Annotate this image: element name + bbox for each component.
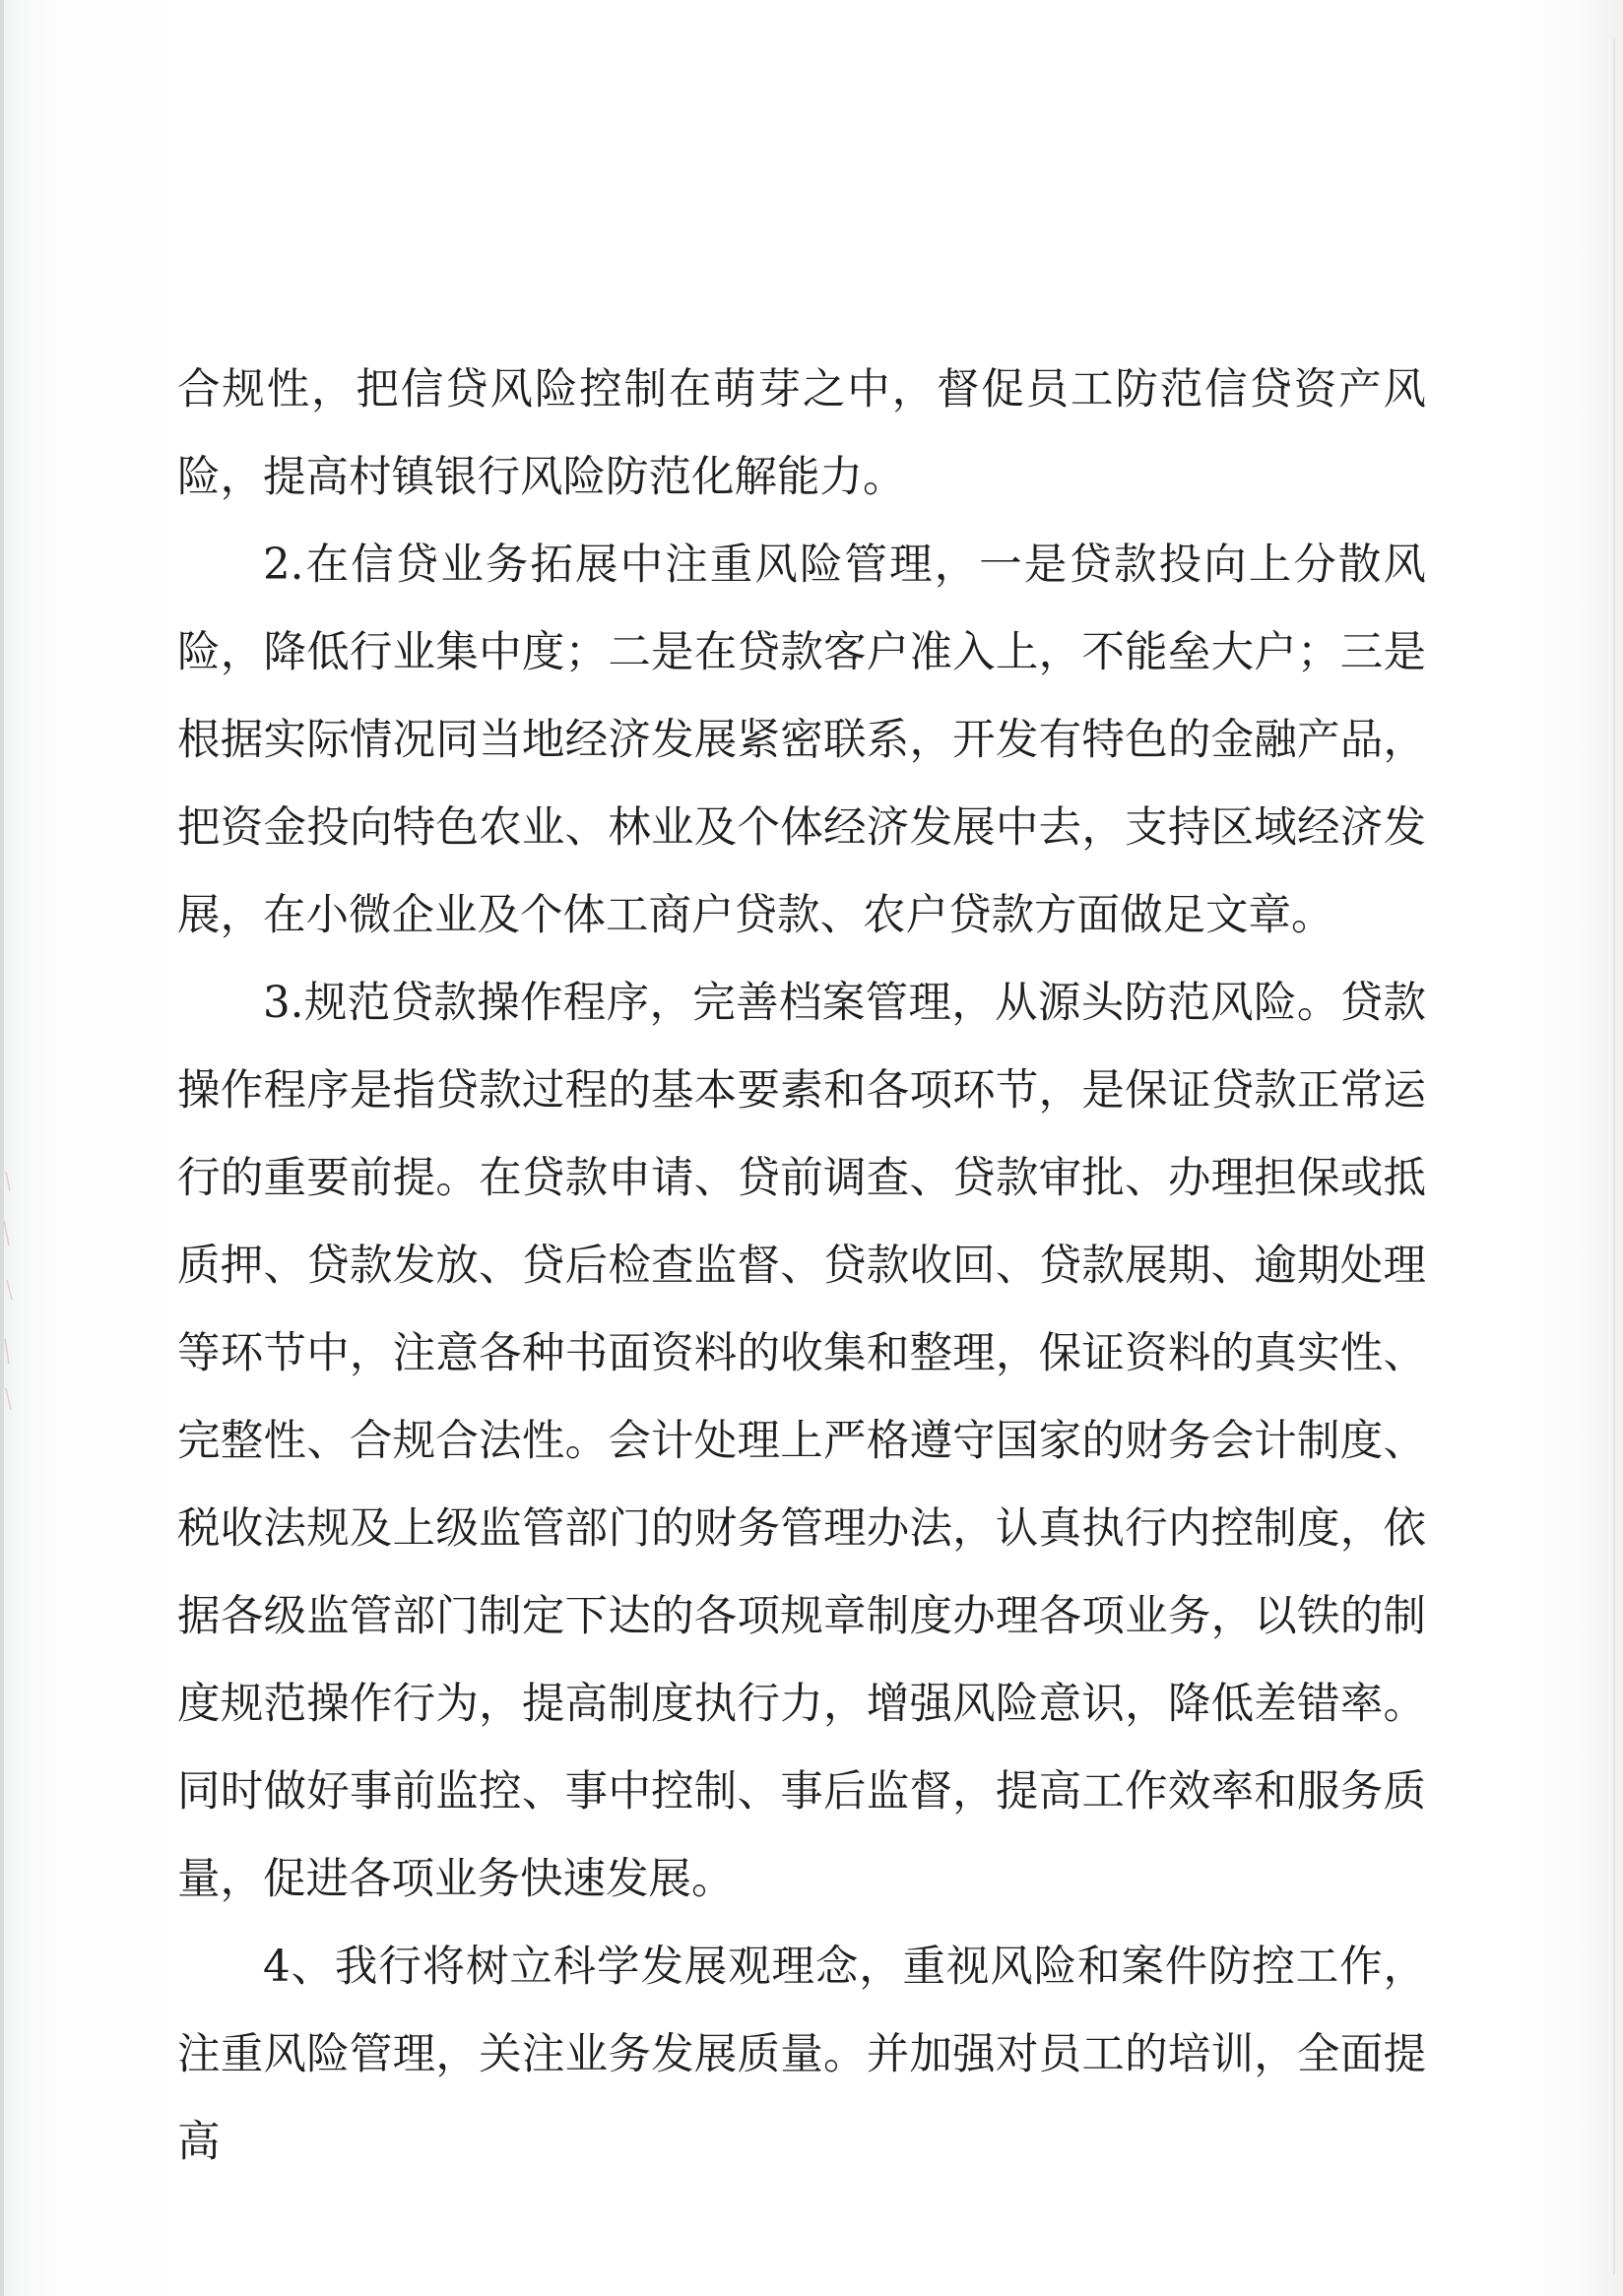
binding-hole-marks xyxy=(0,1162,26,1418)
scan-right-edge xyxy=(1613,39,1615,2274)
paragraph-continuation: 合规性，把信贷风险控制在萌芽之中，督促员工防范信贷资产风险，提高村镇银行风险防范化解能力。 xyxy=(177,365,1426,502)
scan-left-edge xyxy=(0,0,4,2296)
paragraph-item-3: 3.规范贷款操作程序，完善档案管理，从源头防范风险。贷款操作程序是指贷款过程的基本要素和各项环节，是保证贷款正常运行的重要前提。在贷款申请、贷前调查、贷款审批、办理担保或抵质押、贷款发放、贷后检查监督、贷款收回、贷款展期、逾期处理等环节中，注意各种书面资料的收集和整理，保证资料的真实性、完整性、合规合法性。会计处理上严格遵守国家的财务会计制度、税收法规及上级监管部门的财务管理办法，认真执行内控制度，依据各级监管部门制定下达的各项规章制度办理各项业务，以铁的制度规范操作行为，提高制度执行力，增强风险意识，降低差错率。同时做好事前监控、事中控制、事后监督，提高工作效率和服务质量，促进各项业务快速发展。 xyxy=(177,979,1426,1904)
document-body xyxy=(177,347,1426,2187)
paragraph-item-4: 4、我行将树立科学发展观理念，重视风险和案件防控工作，注重风险管理，关注业务发展质量。并加强对员工的培训，全面提高 xyxy=(177,1943,1426,2167)
paragraph-item-2: 2.在信贷业务拓展中注重风险管理，一是贷款投向上分散风险，降低行业集中度；二是在贷款客户准入上，不能垒大户；三是根据实际情况同当地经济发展紧密联系，开发有特色的金融产品，把资金投向特色农业、林业及个体经济发展中去，支持区域经济发展，在小微企业及个体工商户贷款、农户贷款方面做足文章。 xyxy=(177,541,1426,940)
